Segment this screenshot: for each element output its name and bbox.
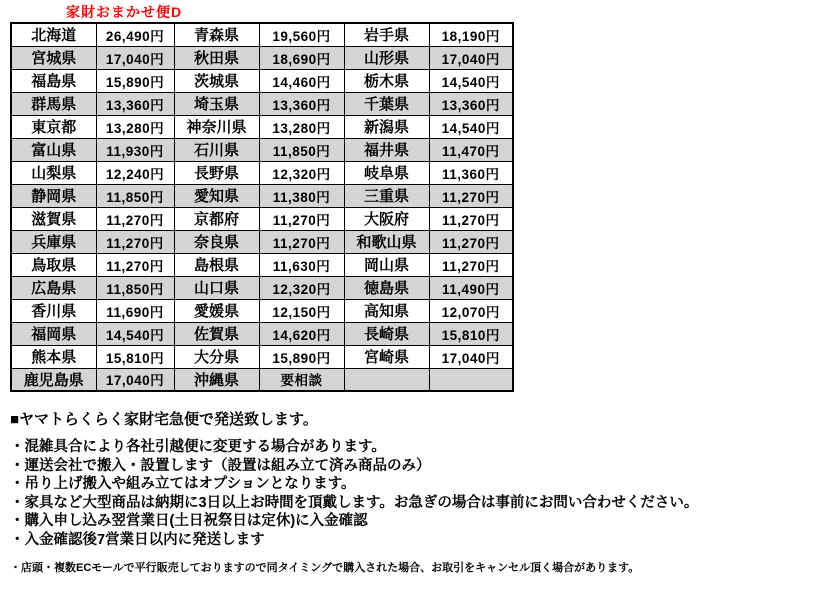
prefecture-cell: 大分県 xyxy=(174,345,259,368)
prefecture-cell: 東京都 xyxy=(11,115,96,138)
table-row xyxy=(11,299,513,322)
table-row xyxy=(11,253,513,276)
prefecture-cell: 新潟県 xyxy=(344,115,429,138)
price-cell: 11,930円 xyxy=(96,138,174,161)
price-cell: 13,280円 xyxy=(96,115,174,138)
table-row xyxy=(11,368,513,391)
price-cell: 12,150円 xyxy=(259,299,344,322)
prefecture-cell: 埼玉県 xyxy=(174,92,259,115)
prefecture-cell: 和歌山県 xyxy=(344,230,429,253)
shipping-fee-table xyxy=(10,22,514,392)
prefecture-cell: 佐賀県 xyxy=(174,322,259,345)
prefecture-cell xyxy=(344,368,429,391)
price-cell: 11,270円 xyxy=(96,253,174,276)
prefecture-cell: 三重県 xyxy=(344,184,429,207)
price-cell: 11,270円 xyxy=(259,207,344,230)
price-cell: 要相談 xyxy=(259,368,344,391)
table-row xyxy=(11,322,513,345)
table-row xyxy=(11,92,513,115)
prefecture-cell: 大阪府 xyxy=(344,207,429,230)
price-cell: 11,470円 xyxy=(429,138,513,161)
price-cell: 13,360円 xyxy=(96,92,174,115)
prefecture-cell: 高知県 xyxy=(344,299,429,322)
price-cell: 13,360円 xyxy=(259,92,344,115)
price-cell: 11,380円 xyxy=(259,184,344,207)
table-body xyxy=(11,23,513,391)
note-bullet: ・混雑具合により各社引越便に変更する場合があります。 xyxy=(10,439,386,455)
price-cell: 11,270円 xyxy=(96,207,174,230)
price-cell: 19,560円 xyxy=(259,23,344,46)
price-cell: 13,360円 xyxy=(429,92,513,115)
price-cell: 11,270円 xyxy=(429,253,513,276)
prefecture-cell: 千葉県 xyxy=(344,92,429,115)
price-cell: 12,320円 xyxy=(259,161,344,184)
price-cell: 17,040円 xyxy=(429,46,513,69)
table-row xyxy=(11,46,513,69)
prefecture-cell: 栃木県 xyxy=(344,69,429,92)
prefecture-cell: 宮崎県 xyxy=(344,345,429,368)
note-bullet: ・吊り上げ搬入や組み立てはオプションとなります。 xyxy=(10,476,356,492)
prefecture-cell: 奈良県 xyxy=(174,230,259,253)
prefecture-cell: 富山県 xyxy=(11,138,96,161)
table-row xyxy=(11,230,513,253)
prefecture-cell: 徳島県 xyxy=(344,276,429,299)
price-cell: 13,280円 xyxy=(259,115,344,138)
prefecture-cell: 愛知県 xyxy=(174,184,259,207)
price-cell: 14,620円 xyxy=(259,322,344,345)
shipping-notes xyxy=(10,408,818,575)
table-row xyxy=(11,138,513,161)
table-title: 家財おまかせ便D xyxy=(66,4,183,20)
prefecture-cell: 長野県 xyxy=(174,161,259,184)
price-cell: 12,320円 xyxy=(259,276,344,299)
prefecture-cell: 山梨県 xyxy=(11,161,96,184)
price-cell: 11,270円 xyxy=(429,207,513,230)
price-cell: 17,040円 xyxy=(429,345,513,368)
table-row xyxy=(11,276,513,299)
prefecture-cell: 岡山県 xyxy=(344,253,429,276)
price-cell: 14,460円 xyxy=(259,69,344,92)
prefecture-cell: 沖縄県 xyxy=(174,368,259,391)
price-cell: 14,540円 xyxy=(96,322,174,345)
price-cell: 11,490円 xyxy=(429,276,513,299)
price-cell: 18,190円 xyxy=(429,23,513,46)
prefecture-cell: 愛媛県 xyxy=(174,299,259,322)
price-cell xyxy=(429,368,513,391)
prefecture-cell: 長崎県 xyxy=(344,322,429,345)
prefecture-cell: 兵庫県 xyxy=(11,230,96,253)
notes-heading: ■ヤマトらくらく家財宅急便で発送致します。 xyxy=(10,411,318,428)
price-cell: 15,890円 xyxy=(96,69,174,92)
prefecture-cell: 福島県 xyxy=(11,69,96,92)
price-cell: 15,810円 xyxy=(429,322,513,345)
price-cell: 11,850円 xyxy=(96,276,174,299)
prefecture-cell: 香川県 xyxy=(11,299,96,322)
prefecture-cell: 熊本県 xyxy=(11,345,96,368)
price-cell: 11,360円 xyxy=(429,161,513,184)
price-cell: 15,810円 xyxy=(96,345,174,368)
note-bullet: ・購入申し込み翌営業日(土日祝祭日は定休)に入金確認 xyxy=(10,513,368,529)
table-row xyxy=(11,345,513,368)
price-cell: 11,270円 xyxy=(259,230,344,253)
price-cell: 11,850円 xyxy=(259,138,344,161)
prefecture-cell: 山形県 xyxy=(344,46,429,69)
prefecture-cell: 宮城県 xyxy=(11,46,96,69)
prefecture-cell: 島根県 xyxy=(174,253,259,276)
table-row xyxy=(11,115,513,138)
price-cell: 14,540円 xyxy=(429,115,513,138)
prefecture-cell: 山口県 xyxy=(174,276,259,299)
prefecture-cell: 福岡県 xyxy=(11,322,96,345)
prefecture-cell: 広島県 xyxy=(11,276,96,299)
prefecture-cell: 秋田県 xyxy=(174,46,259,69)
table-row xyxy=(11,184,513,207)
prefecture-cell: 群馬県 xyxy=(11,92,96,115)
price-cell: 11,690円 xyxy=(96,299,174,322)
price-cell: 11,850円 xyxy=(96,184,174,207)
prefecture-cell: 神奈川県 xyxy=(174,115,259,138)
prefecture-cell: 岐阜県 xyxy=(344,161,429,184)
prefecture-cell: 滋賀県 xyxy=(11,207,96,230)
price-cell: 11,270円 xyxy=(429,184,513,207)
price-cell: 12,240円 xyxy=(96,161,174,184)
price-cell: 11,270円 xyxy=(96,230,174,253)
price-cell: 26,490円 xyxy=(96,23,174,46)
price-cell: 18,690円 xyxy=(259,46,344,69)
note-bullet: ・入金確認後7営業日以内に発送します xyxy=(10,531,265,548)
prefecture-cell: 福井県 xyxy=(344,138,429,161)
prefecture-cell: 北海道 xyxy=(11,23,96,46)
table-row xyxy=(11,69,513,92)
prefecture-cell: 京都府 xyxy=(174,207,259,230)
price-cell: 11,270円 xyxy=(429,230,513,253)
price-cell: 12,070円 xyxy=(429,299,513,322)
prefecture-cell: 茨城県 xyxy=(174,69,259,92)
table-row xyxy=(11,161,513,184)
prefecture-cell: 静岡県 xyxy=(11,184,96,207)
price-cell: 15,890円 xyxy=(259,345,344,368)
price-cell: 17,040円 xyxy=(96,46,174,69)
price-cell: 14,540円 xyxy=(429,69,513,92)
price-cell: 17,040円 xyxy=(96,368,174,391)
prefecture-cell: 鳥取県 xyxy=(11,253,96,276)
price-cell: 11,630円 xyxy=(259,253,344,276)
prefecture-cell: 岩手県 xyxy=(344,23,429,46)
note-bullet: ・運送会社で搬入・設置します（設置は組み立て済み商品のみ） xyxy=(10,457,431,474)
notes-small-print: ・店頭・複数ECモールで平行販売しておりますので同タイミングで購入された場合、お取引をキャンセル頂く場合があります。 xyxy=(10,562,640,574)
table-row xyxy=(11,207,513,230)
notes-bullets xyxy=(10,438,818,549)
table-row xyxy=(11,23,513,46)
note-bullet: ・家具など大型商品は納期に3日以上お時間を頂戴します。お急ぎの場合は事前にお問い合わせください。 xyxy=(10,494,699,511)
prefecture-cell: 石川県 xyxy=(174,138,259,161)
prefecture-cell: 鹿児島県 xyxy=(11,368,96,391)
prefecture-cell: 青森県 xyxy=(174,23,259,46)
